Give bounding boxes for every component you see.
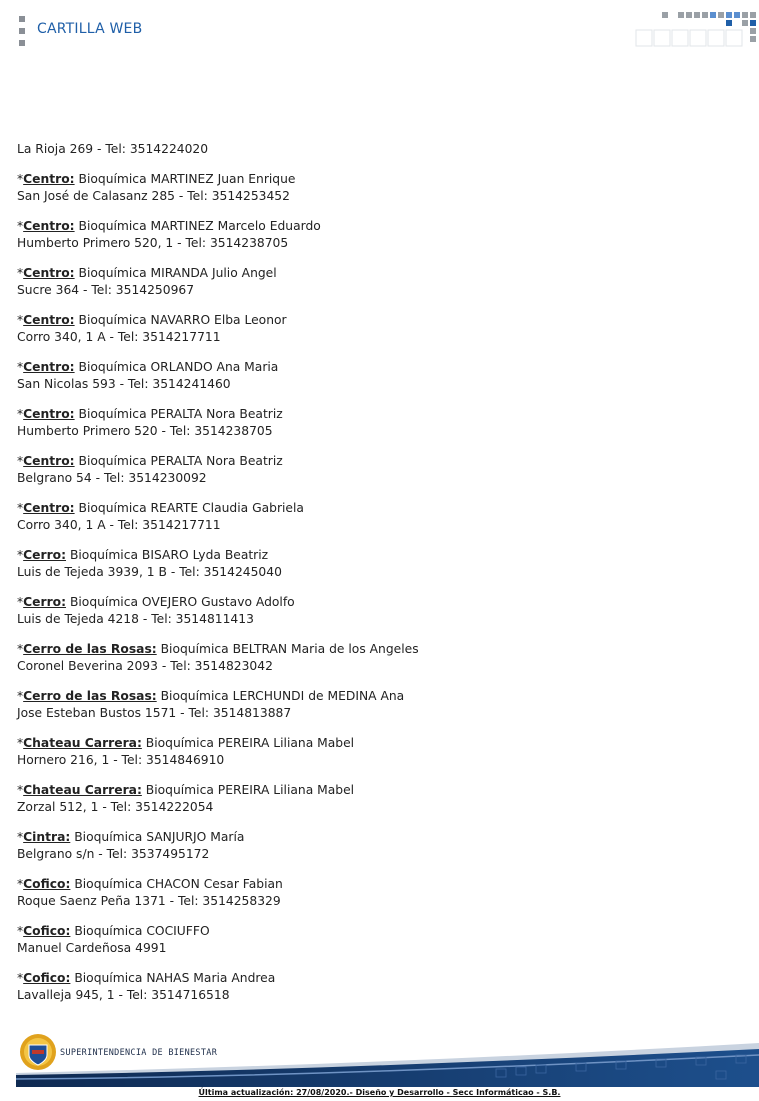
entry-location: Centro: xyxy=(23,172,75,186)
asterisk: * xyxy=(17,971,24,985)
entry-location: Centro: xyxy=(23,266,75,280)
entry-name: Bioquímica BELTRAN Maria de los Angeles xyxy=(160,642,419,656)
entry-location: Cofico: xyxy=(23,971,71,985)
list-item xyxy=(17,735,737,769)
entry-name: Bioquímica NAHAS Maria Andrea xyxy=(74,971,276,985)
entry-name: Bioquímica LERCHUNDI de MEDINA Ana xyxy=(160,689,405,703)
asterisk: * xyxy=(17,548,24,562)
footer-band xyxy=(16,1035,759,1087)
entry-header xyxy=(17,970,737,987)
entry-header xyxy=(17,782,737,799)
entry-name: Bioquímica NAVARRO Elba Leonor xyxy=(78,313,287,327)
list-item xyxy=(17,265,737,299)
entry-location: Chateau Carrera: xyxy=(23,783,142,797)
entry-address: Zorzal 512, 1 - Tel: 3514222054 xyxy=(17,800,214,814)
entry-address: Lavalleja 945, 1 - Tel: 3514716518 xyxy=(17,988,230,1002)
institution-seal-icon xyxy=(19,1033,57,1071)
asterisk: * xyxy=(17,830,24,844)
entry-name: Bioquímica CHACON Cesar Fabian xyxy=(74,877,283,891)
entry-header xyxy=(17,547,737,564)
entry-name: Bioquímica SANJURJO María xyxy=(74,830,245,844)
entry-header xyxy=(17,594,737,611)
entry-name: Bioquímica MIRANDA Julio Angel xyxy=(78,266,277,280)
entry-header xyxy=(17,171,737,188)
list-item xyxy=(17,970,737,1004)
entry-location: Cerro de las Rosas: xyxy=(23,642,157,656)
entry-address: Luis de Tejeda 4218 - Tel: 3514811413 xyxy=(17,612,254,626)
entry-name: Bioquímica REARTE Claudia Gabriela xyxy=(78,501,304,515)
entry-address: Manuel Cardeñosa 4991 xyxy=(17,941,167,955)
page-footer xyxy=(0,1025,759,1101)
asterisk: * xyxy=(17,595,24,609)
list-item xyxy=(17,406,737,440)
entry-location: Centro: xyxy=(23,501,75,515)
entry-address: Jose Esteban Bustos 1571 - Tel: 3514813887 xyxy=(17,706,292,720)
asterisk: * xyxy=(17,736,24,750)
entry-address: Humberto Primero 520, 1 - Tel: 3514238705 xyxy=(17,236,289,250)
entry-header xyxy=(17,453,737,470)
header-bar-icon xyxy=(19,16,25,46)
page-header xyxy=(0,0,759,60)
asterisk: * xyxy=(17,407,24,421)
entry-header xyxy=(17,688,737,705)
entry-address: Coronel Beverina 2093 - Tel: 3514823042 xyxy=(17,659,273,673)
entry-location: Cerro: xyxy=(23,595,67,609)
entry-header xyxy=(17,359,737,376)
entry-location: Centro: xyxy=(23,219,75,233)
directory-list xyxy=(17,141,737,1017)
entry-name: Bioquímica MARTINEZ Marcelo Eduardo xyxy=(78,219,321,233)
list-item xyxy=(17,547,737,581)
list-item xyxy=(17,218,737,252)
list-item xyxy=(17,594,737,628)
entry-header xyxy=(17,641,737,658)
entry-name: Bioquímica OVEJERO Gustavo Adolfo xyxy=(69,595,295,609)
entry-header xyxy=(17,218,737,235)
entry-address: San Nicolas 593 - Tel: 3514241460 xyxy=(17,377,231,391)
entry-address: Belgrano 54 - Tel: 3514230092 xyxy=(17,471,207,485)
entry-name: Bioquímica PERALTA Nora Beatriz xyxy=(78,454,283,468)
entry-location: Cerro de las Rosas: xyxy=(23,689,157,703)
list-item xyxy=(17,359,737,393)
list-item xyxy=(17,782,737,816)
entry-name: Bioquímica MARTINEZ Juan Enrique xyxy=(78,172,296,186)
entry-header xyxy=(17,265,737,282)
entry-name: Bioquímica COCIUFFO xyxy=(74,924,210,938)
entry-address: Belgrano s/n - Tel: 3537495172 xyxy=(17,847,210,861)
entry-header xyxy=(17,312,737,329)
entry-address: Sucre 364 - Tel: 3514250967 xyxy=(17,283,195,297)
list-item xyxy=(17,829,737,863)
asterisk: * xyxy=(17,642,24,656)
list-item xyxy=(17,923,737,957)
entry-address: Corro 340, 1 A - Tel: 3514217711 xyxy=(17,330,221,344)
decorative-squares-icon xyxy=(634,12,759,48)
asterisk: * xyxy=(17,313,24,327)
list-item xyxy=(17,500,737,534)
entry-address: San José de Calasanz 285 - Tel: 3514253452 xyxy=(17,189,290,203)
entry-header xyxy=(17,876,737,893)
asterisk: * xyxy=(17,877,24,891)
asterisk: * xyxy=(17,360,24,374)
entry-name: Bioquímica PERALTA Nora Beatriz xyxy=(78,407,283,421)
header-title: CARTILLA WEB xyxy=(37,21,143,37)
entry-location: Centro: xyxy=(23,313,75,327)
entry-header xyxy=(17,406,737,423)
asterisk: * xyxy=(17,783,24,797)
list-item xyxy=(17,641,737,675)
entry-address: Corro 340, 1 A - Tel: 3514217711 xyxy=(17,518,221,532)
entry-name: Bioquímica PEREIRA Liliana Mabel xyxy=(145,736,355,750)
entry-header xyxy=(17,500,737,517)
entry-header xyxy=(17,923,737,940)
entry-address: Luis de Tejeda 3939, 1 B - Tel: 3514245040 xyxy=(17,565,282,579)
list-item xyxy=(17,171,737,205)
entry-header xyxy=(17,829,737,846)
footer-organization: SUPERINTENDENCIA DE BIENESTAR xyxy=(60,1048,218,1058)
entry-address: Humberto Primero 520 - Tel: 3514238705 xyxy=(17,424,273,438)
entry-address: Hornero 216, 1 - Tel: 3514846910 xyxy=(17,753,225,767)
list-item xyxy=(17,688,737,722)
asterisk: * xyxy=(17,501,24,515)
entry-location: Cofico: xyxy=(23,877,71,891)
asterisk: * xyxy=(17,924,24,938)
entry-address: Roque Saenz Peña 1371 - Tel: 3514258329 xyxy=(17,894,281,908)
entry-header xyxy=(17,735,737,752)
entry-name: Bioquímica PEREIRA Liliana Mabel xyxy=(145,783,355,797)
asterisk: * xyxy=(17,219,24,233)
entry-location: Cintra: xyxy=(23,830,71,844)
entry-location: Centro: xyxy=(23,407,75,421)
list-item xyxy=(17,453,737,487)
entry-name: Bioquímica BISARO Lyda Beatriz xyxy=(69,548,269,562)
entry-name: Bioquímica ORLANDO Ana Maria xyxy=(78,360,279,374)
list-item xyxy=(17,876,737,910)
asterisk: * xyxy=(17,454,24,468)
asterisk: * xyxy=(17,266,24,280)
asterisk: * xyxy=(17,172,24,186)
asterisk: * xyxy=(17,689,24,703)
entry-location: Cofico: xyxy=(23,924,71,938)
entry-location: Cerro: xyxy=(23,548,67,562)
continued-address: La Rioja 269 - Tel: 3514224020 xyxy=(17,142,209,156)
footer-note: Última actualización: 27/08/2020.- Diseño y Desarrollo - Secc Informáticao - S.B. xyxy=(198,1088,561,1097)
entry-location: Centro: xyxy=(23,360,75,374)
list-item xyxy=(17,312,737,346)
entry-location: Centro: xyxy=(23,454,75,468)
entry-location: Chateau Carrera: xyxy=(23,736,142,750)
